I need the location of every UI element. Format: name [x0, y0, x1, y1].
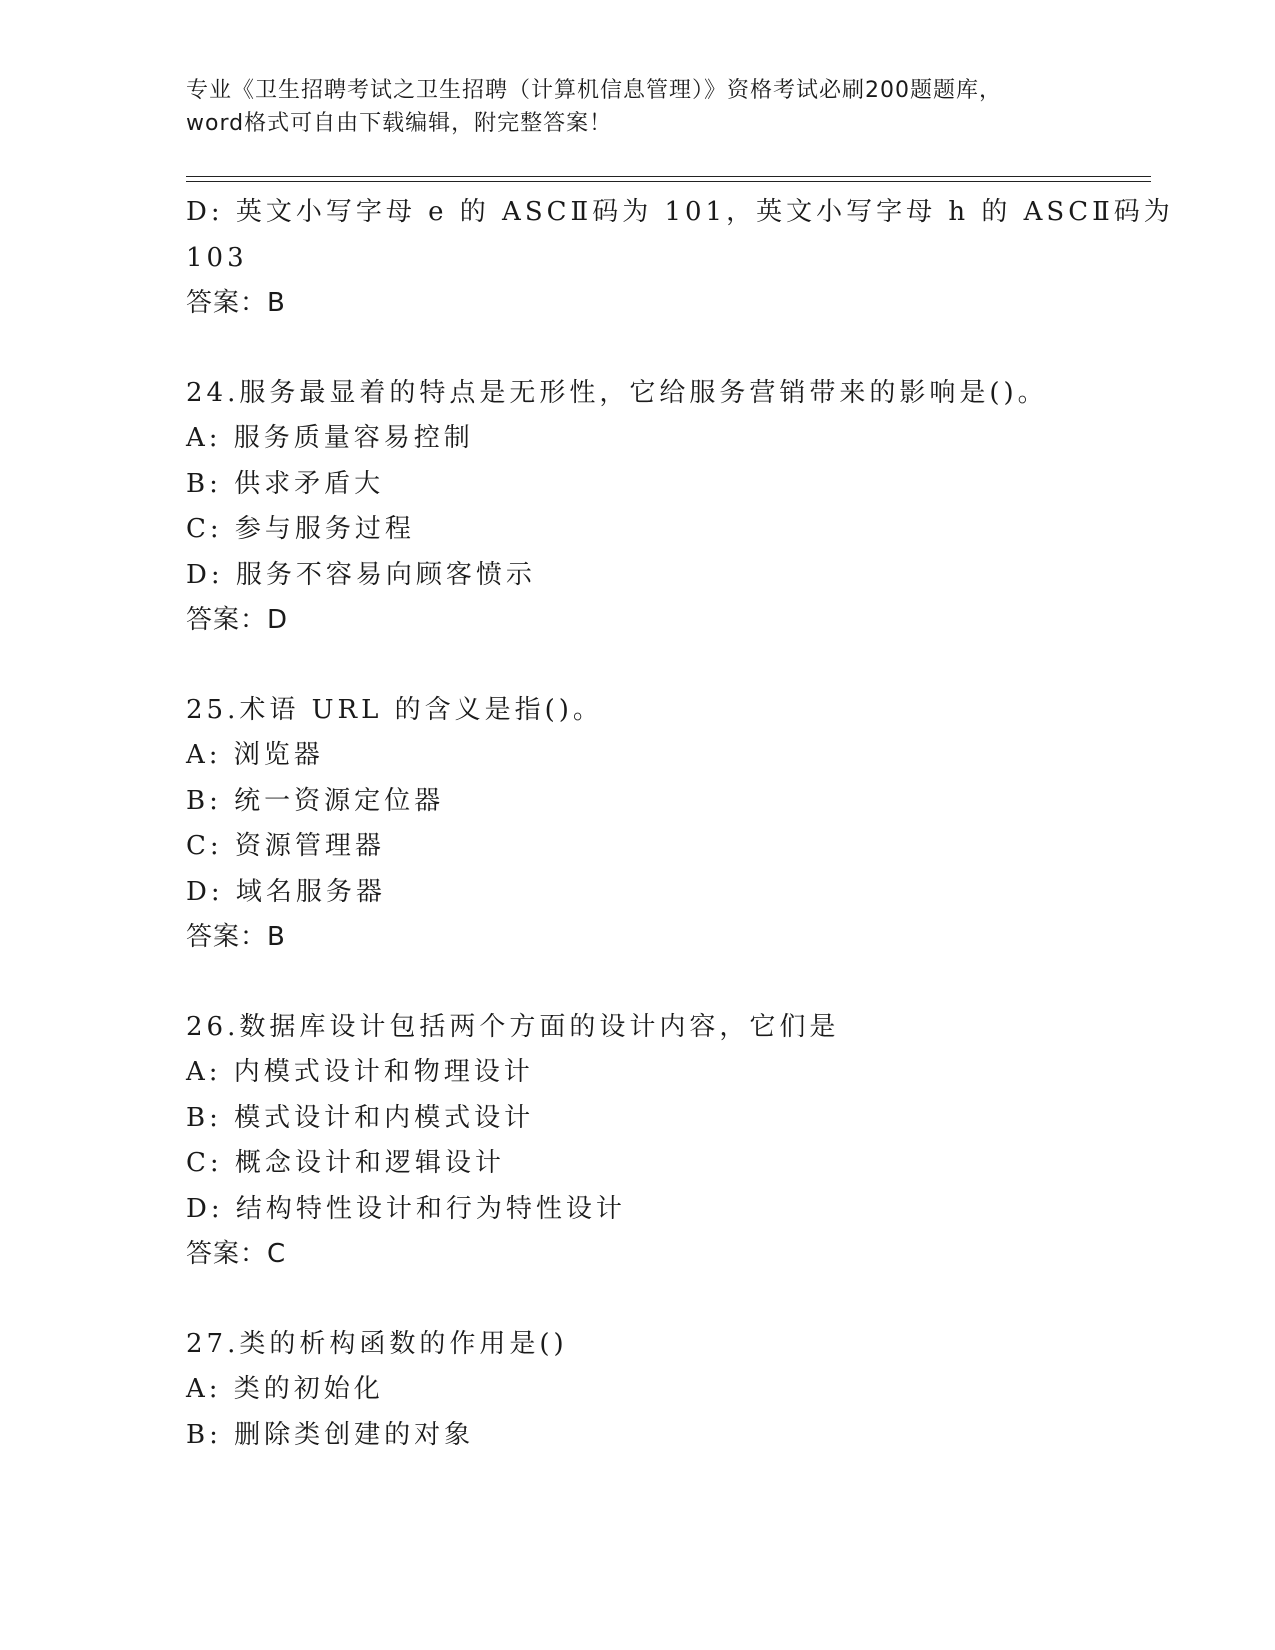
option-d: D: 结构特性设计和行为特性设计 [186, 1193, 626, 1224]
header-divider-bottom [186, 181, 1151, 182]
option-b: B: 删除类创建的对象 [186, 1419, 475, 1450]
option-d: D: 英文小写字母 e 的 ASCⅡ码为 101，英文小写字母 h 的 ASCⅡ码为 [186, 197, 1174, 227]
option-b: B: 统一资源定位器 [186, 785, 445, 816]
header-divider-top [186, 176, 1151, 177]
option-d: D: 服务不容易向顾客愤示 [186, 559, 536, 590]
question-text: 26.数据库设计包括两个方面的设计内容，它们是 [186, 1011, 840, 1042]
option-c: C: 概念设计和逻辑设计 [186, 1148, 505, 1178]
answer: 答案：D [186, 605, 289, 635]
question-27 [186, 1322, 1146, 1459]
spacer [186, 327, 1146, 371]
option-b: B: 模式设计和内模式设计 [186, 1102, 535, 1133]
option-a: A: 内模式设计和物理设计 [186, 1057, 534, 1087]
question-25 [186, 688, 1146, 961]
option-c: C: 参与服务过程 [186, 514, 415, 544]
option-a: A: 浏览器 [186, 740, 324, 770]
option-a: A: 服务质量容易控制 [186, 423, 474, 453]
question-text: 27.类的析构函数的作用是() [186, 1328, 568, 1359]
answer: 答案：B [186, 922, 286, 952]
answer: 答案：B [186, 288, 286, 318]
previous-question-tail [186, 190, 1174, 327]
header-title-line-1: 专业《卫生招聘考试之卫生招聘（计算机信息管理）》资格考试必刷200题题库， [186, 78, 1002, 103]
spacer [186, 961, 1146, 1005]
spacer [186, 1278, 1146, 1322]
header-title-line-2: word格式可自由下载编辑，附完整答案！ [186, 111, 613, 136]
question-26 [186, 1005, 1146, 1278]
spacer [186, 644, 1146, 688]
option-a: A: 类的初始化 [186, 1374, 384, 1404]
option-c: C: 资源管理器 [186, 831, 385, 861]
option-d-continued: 103 [186, 242, 248, 273]
option-b: B: 供求矛盾大 [186, 468, 385, 499]
question-text: 24.服务最显着的特点是无形性，它给服务营销带来的影响是()。 [186, 377, 1048, 408]
document-header [186, 74, 1086, 140]
question-list [186, 190, 1174, 1458]
option-d: D: 域名服务器 [186, 876, 386, 907]
question-24 [186, 371, 1146, 644]
question-text: 25.术语 URL 的含义是指()。 [186, 694, 603, 725]
answer: 答案：C [186, 1239, 287, 1269]
